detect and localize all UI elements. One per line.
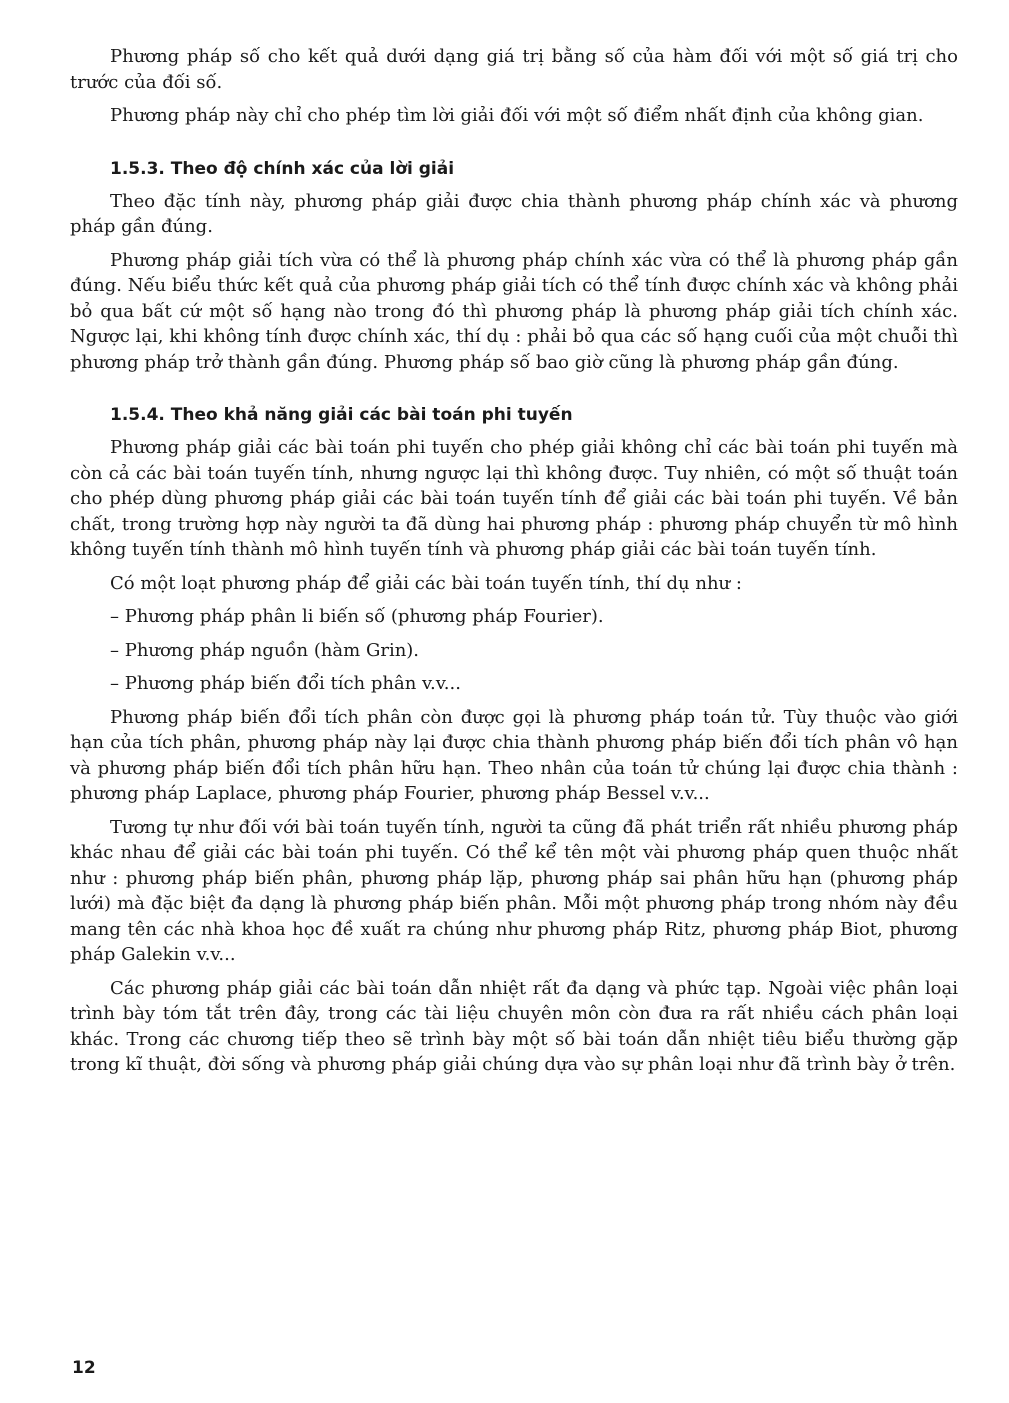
section-1-5-4-paragraph-3: Phương pháp biến đổi tích phân còn được gọi là phương pháp toán tử. Tùy thuộc vào giới hạn của tích phân, phương pháp này lại được chia thành phương pháp biến đổi tích phân vô hạn và phương pháp biến đổi tích phân hữu hạn. Theo nhân của toán tử chúng lại được chia thành : phương pháp Laplace, phương pháp Fourier, phương pháp Bessel v.v... bbox=[70, 706, 958, 804]
section-1-5-3-paragraph-2: Phương pháp giải tích vừa có thể là phương pháp chính xác vừa có thể là phương pháp gần đúng. Nếu biểu thức kết quả của phương pháp giải tích có thể tính được chính xác và không phải bỏ qua bất cứ một số hạng nào trong đó thì phương pháp là phương pháp giải tích chính xác. Ngược lại, khi không tính được chính xác, thí dụ : phải bỏ qua các số hạng cuối của một chuỗi thì phương pháp trở thành gần đúng. Phương pháp số bao giờ cũng là phương pháp gần đúng. bbox=[70, 249, 958, 373]
section-1-5-3-paragraph-1: Theo đặc tính này, phương pháp giải được chia thành phương pháp chính xác và phương pháp gần đúng. bbox=[70, 190, 958, 237]
section-1-5-4-paragraph-2: Có một loạt phương pháp để giải các bài toán tuyến tính, thí dụ như : bbox=[110, 572, 742, 594]
intro-paragraph-2: Phương pháp này chỉ cho phép tìm lời giải đối với một số điểm nhất định của không gian. bbox=[110, 105, 924, 126]
page-number: 12 bbox=[72, 1358, 96, 1378]
list-item: – Phương pháp phân li biến số (phương pháp Fourier). bbox=[110, 606, 604, 627]
list-item: – Phương pháp biến đổi tích phân v.v... bbox=[110, 673, 461, 694]
section-heading-1-5-4: 1.5.4. Theo khả năng giải các bài toán phi tuyến bbox=[110, 405, 573, 425]
section-heading-1-5-3: 1.5.3. Theo độ chính xác của lời giải bbox=[110, 158, 455, 179]
intro-paragraph-1: Phương pháp số cho kết quả dưới dạng giá trị bằng số của hàm đối với một số giá trị cho trước của đối số. bbox=[70, 46, 958, 93]
section-1-5-4-paragraph-1: Phương pháp giải các bài toán phi tuyến cho phép giải không chỉ các bài toán phi tuyến mà còn cả các bài toán tuyến tính, nhưng ngược lại thì không được. Tuy nhiên, có một số thuật toán cho phép dùng phương pháp giải các bài toán tuyến tính để giải các bài toán phi tuyến. Về bản chất, trong trường hợp này người ta đã dùng hai phương pháp : phương pháp chuyển từ mô hình không tuyến tính thành mô hình tuyến tính và phương pháp giải các bài toán tuyến tính. bbox=[70, 437, 958, 560]
page-body bbox=[70, 44, 958, 1078]
list-item: – Phương pháp nguồn (hàm Grin). bbox=[110, 639, 420, 661]
section-1-5-4-paragraph-5: Các phương pháp giải các bài toán dẫn nhiệt rất đa dạng và phức tạp. Ngoài việc phân loại trình bày tóm tắt trên đây, trong các tài liệu chuyên môn còn đưa ra rất nhiều cách phân loại khác. Trong các chương tiếp theo sẽ trình bày một số bài toán dẫn nhiệt tiêu biểu thường gặp trong kĩ thuật, đời sống và phương pháp giải chúng dựa vào sự phân loại như đã trình bày ở trên. bbox=[70, 977, 958, 1075]
section-1-5-4-paragraph-4: Tương tự như đối với bài toán tuyến tính, người ta cũng đã phát triển rất nhiều phương pháp khác nhau để giải các bài toán phi tuyến. Có thể kể tên một vài phương pháp quen thuộc nhất như : phương pháp biến phân, phương pháp lặp, phương pháp sai phân hữu hạn (phương pháp lưới) mà đặc biệt đa dạng là phương pháp biến phân. Mỗi một phương pháp trong nhóm này đều mang tên các nhà khoa học đề xuất ra chúng như phương pháp Ritz, phương pháp Biot, phương pháp Galekin v.v... bbox=[70, 816, 958, 965]
